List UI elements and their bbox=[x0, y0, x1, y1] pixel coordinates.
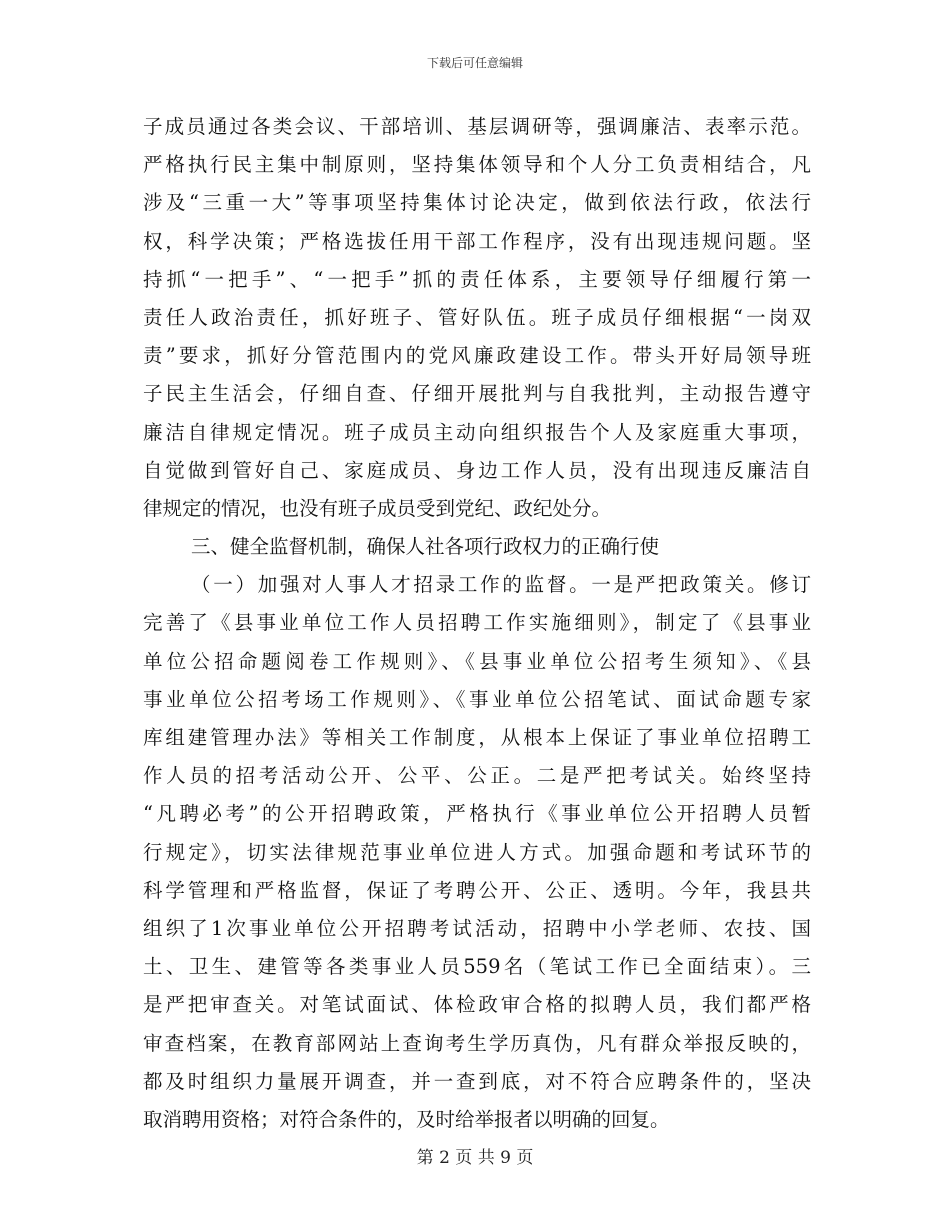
text-line: “凡聘必考”的公开招聘政策，严格执行《事业单位公开招聘人员暂 bbox=[143, 802, 811, 826]
text-line: 持抓“一把手”、“一把手”抓的责任体系，主要领导仔细履行第一 bbox=[143, 267, 811, 291]
text-line: 审查档案，在教育部网站上查询考生学历真伪，凡有群众举报反映的， bbox=[143, 1031, 811, 1055]
text-line: 库组建管理办法》等相关工作制度，从根本上保证了事业单位招聘工 bbox=[143, 726, 811, 749]
text-line: 单位公招命题阅卷工作规则》、《县事业单位公招考生须知》、《县 bbox=[143, 649, 811, 673]
document-body bbox=[143, 108, 811, 1139]
text-line: 事业单位公招考场工作规则》、《事业单位公招笔试、面试命题专家 bbox=[143, 687, 811, 711]
text-line: 组织了1次事业单位公开招聘考试活动，招聘中小学老师、农技、国 bbox=[143, 916, 811, 940]
text-line: 完善了《县事业单位工作人员招聘工作实施细则》，制定了《县事业 bbox=[143, 611, 811, 635]
text-line: 涉及“三重一大”等事项坚持集体讨论决定，做到依法行政，依法行 bbox=[143, 191, 811, 215]
page-number: 第 2 页 共 9 页 bbox=[416, 1148, 534, 1168]
text-line: 自觉做到管好自己、家庭成员、身边工作人员，没有出现违反廉洁自 bbox=[143, 458, 811, 482]
text-line: 都及时组织力量展开调查，并一查到底，对不符合应聘条件的，坚决 bbox=[143, 1069, 811, 1093]
text-line: 行规定》，切实法律规范事业单位进人方式。加强命题和考试环节的 bbox=[143, 840, 811, 864]
text-line: 科学管理和严格监督，保证了考聘公开、公正、透明。今年，我县共 bbox=[143, 878, 811, 902]
text-line: 子成员通过各类会议、干部培训、基层调研等，强调廉洁、表率示范。 bbox=[143, 115, 811, 138]
text-line: 责”要求，抓好分管范围内的党风廉政建设工作。带头开好局领导班 bbox=[143, 344, 811, 368]
text-line: 权，科学决策；严格选拔任用干部工作程序，没有出现违规问题。坚 bbox=[143, 229, 811, 253]
text-line: 取消聘用资格；对符合条件的，及时给举报者以明确的回复。 bbox=[143, 1107, 670, 1131]
text-line: 严格执行民主集中制原则，坚持集体领导和个人分工负责相结合，凡 bbox=[143, 153, 811, 177]
text-line: 作人员的招考活动公开、公平、公正。二是严把考试关。始终坚持 bbox=[143, 764, 811, 788]
text-line: 责任人政治责任，抓好班子、管好队伍。班子成员仔细根据“一岗双 bbox=[143, 305, 811, 329]
text-line: 是严把审查关。对笔试面试、体检政审合格的拟聘人员，我们都严格 bbox=[143, 993, 811, 1017]
text-line: 土、卫生、建管等各类事业人员559名（笔试工作已全面结束）。三 bbox=[143, 955, 811, 979]
text-line: （一）加强对人事人才招录工作的监督。一是严把政策关。修订 bbox=[191, 573, 811, 597]
text-line: 子民主生活会，仔细自查、仔细开展批判与自我批判，主动报告遵守 bbox=[143, 382, 811, 406]
text-line: 律规定的情况，也没有班子成员受到党纪、政纪处分。 bbox=[143, 496, 612, 520]
section-heading: 三、健全监督机制，确保人社各项行政权力的正确行使 bbox=[191, 535, 660, 559]
text-line: 廉洁自律规定情况。班子成员主动向组织报告个人及家庭重大事项， bbox=[143, 420, 811, 444]
page-header: 下载后可任意编辑 bbox=[426, 56, 523, 70]
